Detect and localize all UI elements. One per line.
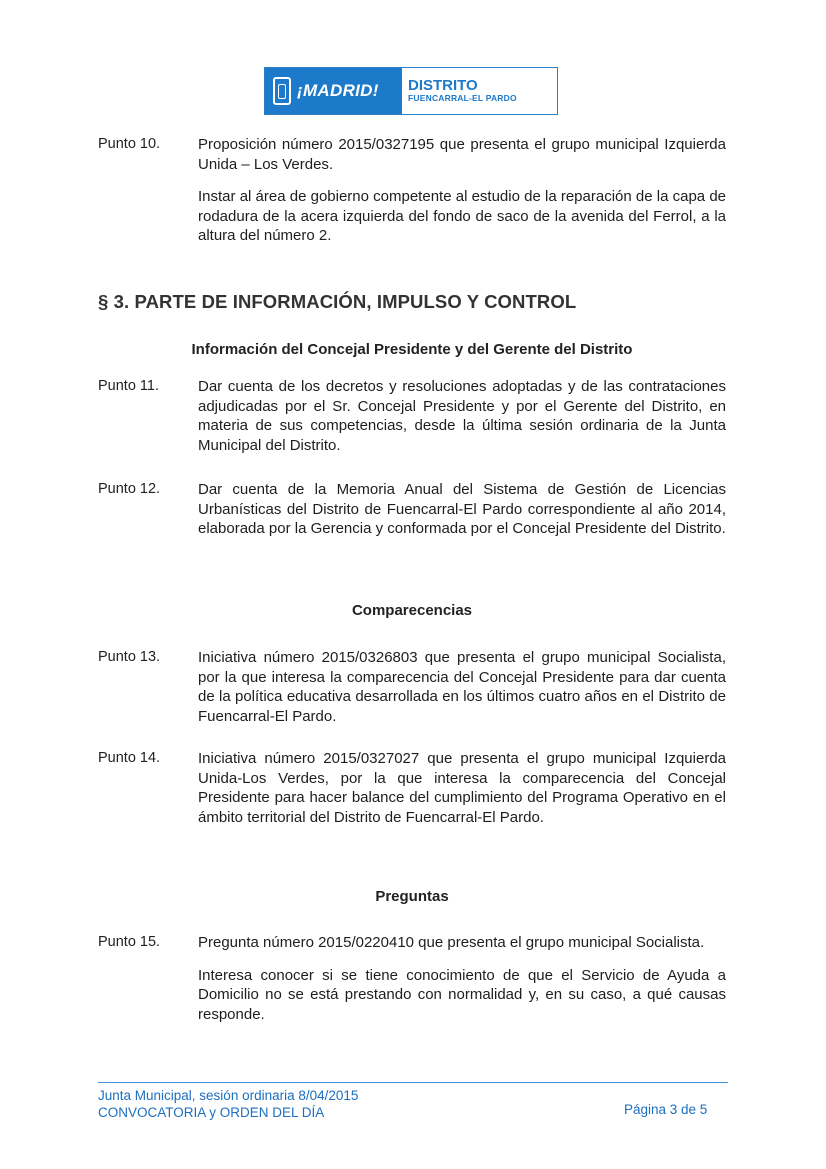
agenda-item-10 [98,135,726,246]
item-body [198,749,726,827]
item-number: Punto 15. [98,934,161,950]
agenda-item-12 [98,480,726,539]
madrid-distrito-logo [264,67,558,115]
item-number: Punto 13. [98,649,161,665]
item-number: Punto 12. [98,481,161,497]
agenda-item-13 [98,648,726,726]
madrid-wordmark: ¡MADRID! [297,81,379,100]
footer-info [98,1087,358,1121]
subheading-comparecencias: Comparecencias [351,602,473,619]
coat-of-arms-icon [273,77,291,105]
footer-session: Junta Municipal, sesión ordinaria 8/04/2015 [98,1088,359,1103]
distrito-label: DISTRITO [408,77,478,94]
footer-doc-title: CONVOCATORIA y ORDEN DEL DÍA [98,1105,325,1120]
item-paragraph: Iniciativa número 2015/0326803 que presenta el grupo municipal Socialista, por la que interesa la comparecencia del Concejal Presidente para dar cuenta de la política educativa desarrollada en los últimos cuatro años en el Distrito de Fuencarral-El Pardo. [198,649,726,725]
item-number: Punto 10. [98,136,161,152]
agenda-item-11 [98,377,726,455]
district-name: FUENCARRAL-EL PARDO [408,93,517,103]
item-number: Punto 11. [98,378,160,394]
distrito-name-block [401,68,557,114]
section-title: § 3. PARTE DE INFORMACIÓN, IMPULSO Y CONTROL [98,291,577,312]
footer-divider [98,1082,728,1083]
page-number: Página 3 de 5 [624,1102,708,1117]
item-body [198,377,726,455]
item-body [198,933,726,1024]
item-body [198,480,726,539]
item-paragraph: Proposición número 2015/0327195 que presenta el grupo municipal Izquierda Unida – Los Verdes. [198,136,726,173]
item-number: Punto 14. [98,750,161,766]
subheading-preguntas: Preguntas [375,888,449,905]
item-paragraph: Iniciativa número 2015/0327027 que presenta el grupo municipal Izquierda Unida-Los Verdes, por la que interesa la comparecencia del Concejal Presidente para hacer balance del cumplimiento del Programa Operativo en el ámbito territorial del Distrito de Fuencarral-El Pardo. [198,750,726,826]
item-paragraph: Dar cuenta de los decretos y resoluciones adoptadas y de las contrataciones adjudicadas por el Sr. Concejal Presidente y por el Gerente del Distrito, en materia de sus competencias, desde la última sesión ordinaria de la Junta Municipal del Distrito. [198,378,726,454]
item-paragraph: Pregunta número 2015/0220410 que presenta el grupo municipal Socialista. [198,934,705,951]
item-body [198,135,726,246]
item-paragraph: Instar al área de gobierno competente al estudio de la reparación de la capa de rodadura de la acera izquierda del fondo de saco de la avenida del Ferrol, a la altura del número 2. [198,188,726,244]
item-paragraph: Interesa conocer si se tiene conocimiento de que el Servicio de Ayuda a Domicilio no se está prestando con normalidad y, en su caso, a qué causas responde. [198,966,726,1023]
item-body [198,648,726,726]
agenda-item-15 [98,933,726,1024]
agenda-item-14 [98,749,726,827]
madrid-brand-block [265,68,401,114]
item-paragraph: Dar cuenta de la Memoria Anual del Sistema de Gestión de Licencias Urbanísticas del Distrito de Fuencarral-El Pardo correspondiente al año 2014, elaborada por la Gerencia y conformada por el Concejal Presidente del Distrito. [198,481,726,537]
subheading-informacion: Información del Concejal Presidente y del Gerente del Distrito [191,341,633,358]
